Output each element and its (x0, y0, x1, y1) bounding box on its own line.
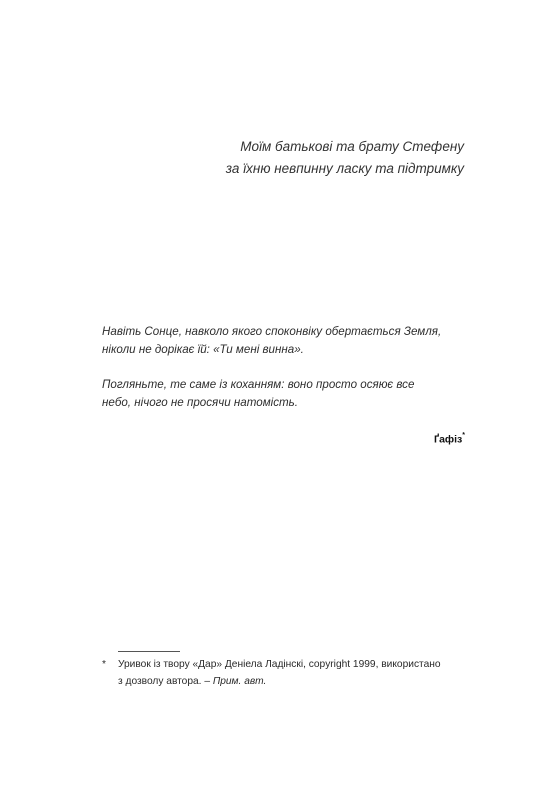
epigraph-p1-line-1: Навіть Сонце, навколо якого споконвіку обертається Земля, (102, 325, 442, 338)
footnote-text (102, 656, 464, 690)
epigraph-p1-line-2: ніколи не дорікає їй: «Ти мені винна». (102, 343, 304, 356)
footnote (102, 656, 464, 690)
footnote-divider (118, 651, 180, 652)
epigraph-paragraph-1 (102, 323, 464, 359)
dedication-line-2: за їхню невпинну ласку та підтримку (225, 161, 464, 176)
dedication-line-1: Моїм батькові та брату Стефену (240, 139, 464, 154)
epigraph-attribution (434, 433, 465, 446)
footnote-line-1: Уривок із твору «Дар» Деніела Ладінскі, copyright 1999, використано (118, 659, 441, 670)
attribution-author: Ґафіз (433, 433, 463, 446)
footnote-marker: * (102, 659, 106, 670)
dedication (124, 136, 464, 180)
attribution-footnote-marker: * (462, 432, 465, 439)
footnote-editor-note: Прим. авт. (212, 676, 267, 687)
epigraph (102, 323, 464, 429)
epigraph-paragraph-2 (102, 376, 464, 412)
footnote-line-2-text: з дозволу автора. – (118, 676, 213, 687)
epigraph-p2-line-2: небо, нічого не просячи натомість. (102, 396, 298, 409)
footnote-line-2 (118, 673, 464, 690)
epigraph-p2-line-1: Погляньте, те саме із коханням: воно просто осяює все (102, 378, 415, 391)
